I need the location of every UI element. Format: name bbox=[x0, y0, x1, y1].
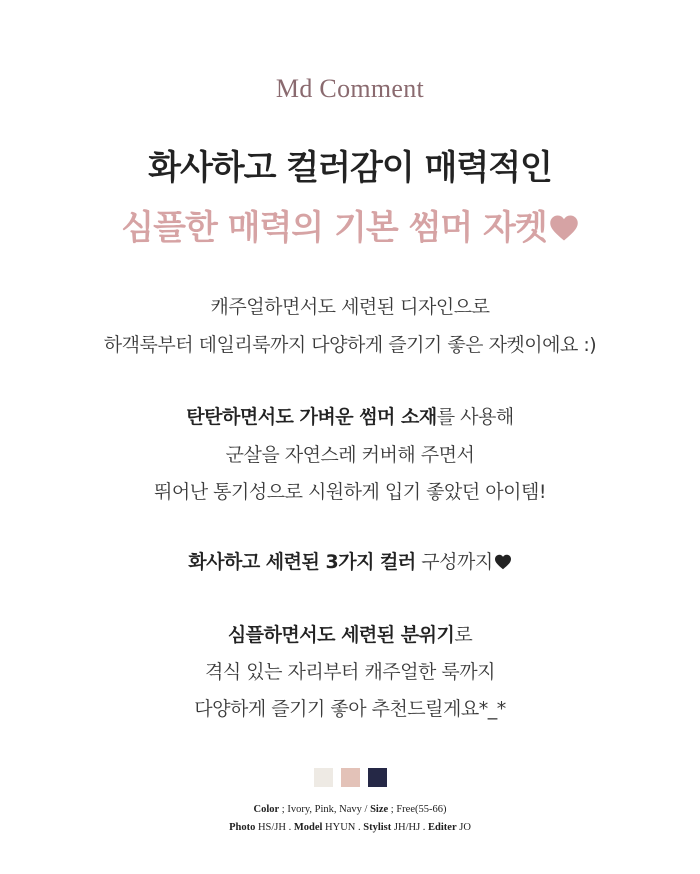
photo-label: Photo bbox=[229, 822, 256, 833]
p2-line1 bbox=[0, 402, 700, 429]
p3-rest: 구성까지 bbox=[415, 551, 493, 573]
headline-secondary bbox=[0, 200, 700, 249]
size-value: ; Free(55-66) bbox=[388, 804, 447, 815]
p3-line1 bbox=[0, 547, 700, 574]
p2-line1-bold: 탄탄하면서도 가벼운 썸머 소재 bbox=[186, 406, 437, 428]
swatch-ivory bbox=[314, 768, 333, 787]
p3-bold: 화사하고 세련된 3가지 컬러 bbox=[188, 551, 416, 573]
headline-secondary-text: 심플한 매력의 기본 썸머 자켓 bbox=[121, 208, 547, 248]
color-value: ; Ivory, Pink, Navy / bbox=[279, 804, 371, 815]
editer-label: Editer bbox=[428, 822, 457, 833]
credits-line bbox=[0, 822, 700, 833]
swatch-pink bbox=[341, 768, 360, 787]
model-value: HYUN . bbox=[322, 822, 364, 833]
swatch-navy bbox=[368, 768, 387, 787]
p2-line2: 군살을 자연스레 커버해 주면서 bbox=[225, 444, 475, 466]
heart-icon bbox=[494, 554, 512, 570]
p2-line3: 뛰어난 통기성으로 시원하게 입기 좋았던 아이템! bbox=[154, 481, 546, 503]
p4-line1-bold: 심플하면서도 세련된 분위기 bbox=[227, 624, 455, 646]
heart-icon bbox=[549, 214, 579, 242]
size-label: Size bbox=[370, 804, 389, 815]
product-info-line bbox=[0, 804, 700, 815]
section-title: Md Comment bbox=[275, 74, 425, 103]
photo-value: HS/JH . bbox=[255, 822, 294, 833]
p2-line1-rest: 를 사용해 bbox=[436, 406, 514, 428]
p4-line1-rest: 로 bbox=[454, 624, 473, 646]
editer-value: JO bbox=[456, 822, 471, 833]
stylist-label: Stylist bbox=[363, 822, 392, 833]
p4-line2: 격식 있는 자리부터 캐주얼한 룩까지 bbox=[205, 661, 495, 683]
p4-line1 bbox=[0, 620, 700, 647]
color-swatches bbox=[0, 768, 700, 787]
headline-primary: 화사하고 컬러감이 매력적인 bbox=[148, 148, 552, 188]
p1-line2: 하객룩부터 데일리룩까지 다양하게 즐기기 좋은 자켓이에요 :) bbox=[103, 334, 597, 356]
p4-line3: 다양하게 즐기기 좋아 추천드릴게요*_* bbox=[194, 698, 506, 720]
color-label: Color bbox=[253, 804, 280, 815]
model-label: Model bbox=[293, 822, 323, 833]
p1-line1: 캐주얼하면서도 세련된 디자인으로 bbox=[210, 296, 490, 318]
stylist-value: JH/HJ . bbox=[391, 822, 429, 833]
